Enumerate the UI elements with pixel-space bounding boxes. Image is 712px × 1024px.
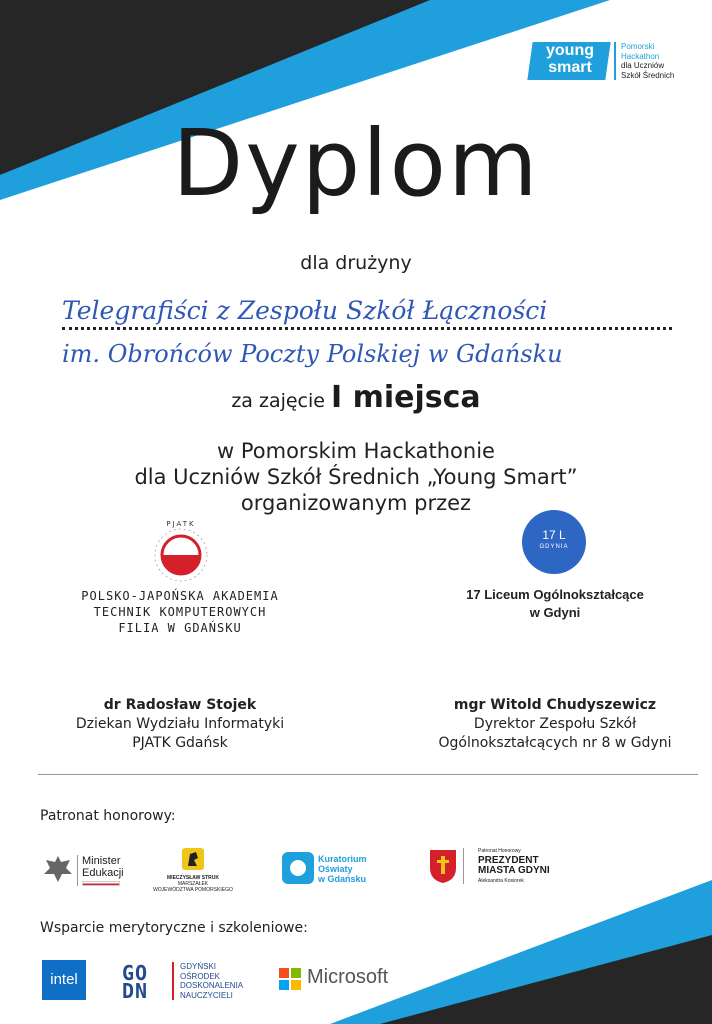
diploma-title: Dyplom <box>172 110 540 217</box>
godn-logo-text: GDYŃSKI OŚRODEK DOSKONALENIA NAUCZYCIELI <box>180 962 244 1000</box>
microsoft-logo: Microsoft <box>307 966 389 988</box>
signature-right: mgr Witold Chudyszewicz Dyrektor Zespołu Szkół Ogólnokształcących nr 8 w Gdyni <box>438 697 672 751</box>
place-line <box>0 380 712 415</box>
kuratorium-logo: Kuratorium Oświaty w Gdańsku <box>318 854 367 884</box>
event-name-lines: Pomorski Hackathon dla Uczniów Szkół Średnich <box>621 42 675 80</box>
struk-logo: MIECZYSŁAW STRUK MARSZAŁEK WOJEWÓDZTWA POMORSKIEGO <box>153 875 233 893</box>
signature-left: dr Radosław Stojek Dziekan Wydziału Informatyki PJATK Gdańsk <box>75 697 285 751</box>
support-label: Wsparcie merytoryczne i szkoleniowe: <box>40 920 308 936</box>
minister-edukacji-logo: Minister Edukacji <box>77 855 124 886</box>
eagle-emblem-icon <box>42 852 74 886</box>
for-team-label: dla drużyny <box>300 252 412 274</box>
kuratorium-icon <box>282 852 314 884</box>
gdynia-coat-of-arms-icon <box>428 848 458 884</box>
young-smart-logo-text: young smart <box>546 42 594 76</box>
event-description: w Pomorskim Hackathonie dla Uczniów Szkół Średnich „Young Smart” organizowanym przez <box>134 439 578 515</box>
team-name-line-1: Telegrafiści z Zespołu Szkół Łączności <box>62 296 672 330</box>
section-divider <box>38 774 698 775</box>
event-name-mini <box>614 42 616 80</box>
microsoft-squares-icon <box>279 968 301 990</box>
prezydent-divider <box>463 848 464 884</box>
place-value: I miejsca <box>331 380 481 415</box>
pjatk-name: POLSKO-JAPOŃSKA AKADEMIA TECHNIK KOMPUTEROWYCH FILIA W GDAŃSKU <box>81 589 279 635</box>
pjatk-logo-text: PJATK <box>166 520 196 528</box>
lo17-name: 17 Liceum Ogólnokształcące w Gdyni <box>466 587 644 620</box>
pjatk-logo <box>146 522 216 584</box>
lo17-badge: 17 L GDYNIA <box>522 510 586 574</box>
prezydent-gdyni-logo: Patronat Honorowy PREZYDENT MIASTA GDYNI Aleksandra Kosiorek <box>478 848 550 884</box>
team-name-line-2: im. Obrońców Poczty Polskiej w Gdańsku <box>62 340 563 368</box>
godn-divider <box>172 962 174 1000</box>
place-prefix: za zajęcie <box>231 390 325 412</box>
intel-logo: intel <box>42 960 86 1000</box>
godn-logo-mark: GO DN <box>122 961 149 1003</box>
pomorskie-griffin-icon <box>180 846 206 872</box>
patronage-label: Patronat honorowy: <box>40 808 176 824</box>
